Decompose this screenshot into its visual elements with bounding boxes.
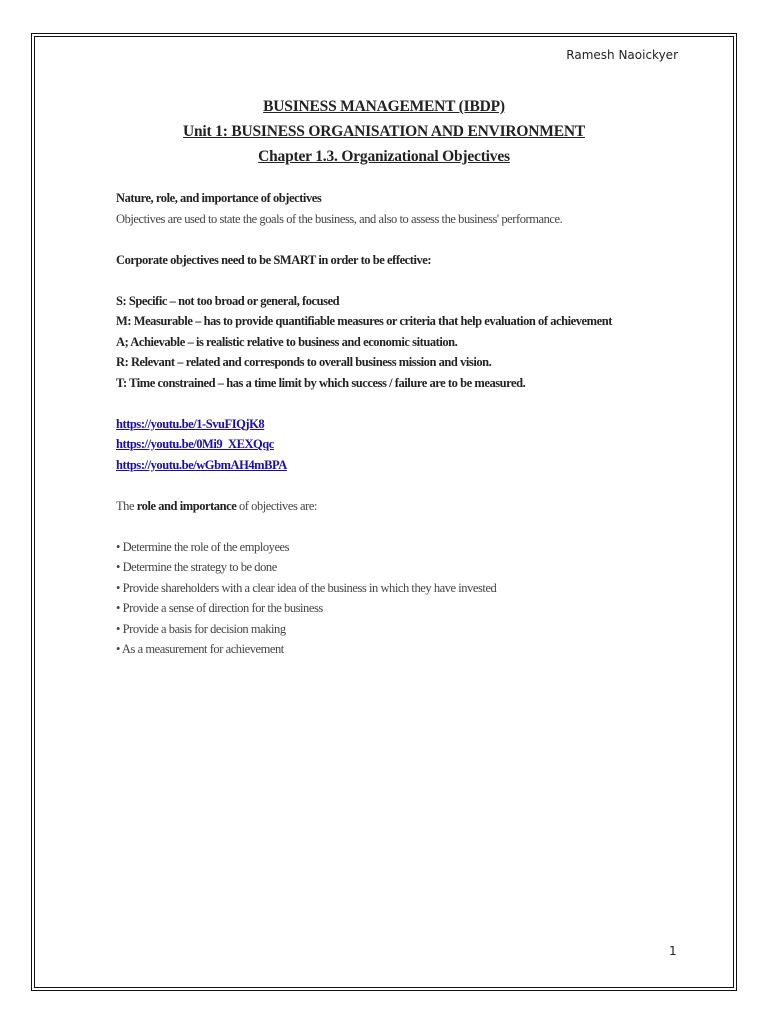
title-block bbox=[0, 94, 768, 169]
section-heading: Nature, role, and importance of objectives bbox=[116, 191, 322, 205]
list-item: • Provide shareholders with a clear idea of the business in which they have invested bbox=[116, 580, 497, 595]
youtube-link[interactable]: https://youtu.be/0Mi9_XEXQqc bbox=[116, 437, 274, 451]
role-intro: The role and importance of objectives are: bbox=[116, 498, 317, 513]
list-item: • Determine the role of the employees bbox=[116, 539, 290, 554]
youtube-link[interactable]: https://youtu.be/wGbmAH4mBPA bbox=[116, 457, 287, 472]
smart-item-r: R: Relevant – related and corresponds to overall business mission and vision. bbox=[116, 355, 492, 369]
section-paragraph: Objectives are used to state the goals of the business, and also to assess the business' performance. bbox=[116, 211, 563, 226]
list-item: • Provide a basis for decision making bbox=[116, 621, 286, 636]
list-item: • Provide a sense of direction for the business bbox=[116, 601, 323, 615]
smart-item-a: A; Achievable – is realistic relative to business and economic situation. bbox=[116, 334, 458, 349]
smart-item-t: T: Time constrained – has a time limit by which success / failure are to be measured. bbox=[116, 375, 526, 390]
youtube-link[interactable]: https://youtu.be/1-SvuFIQjK8 bbox=[116, 416, 265, 431]
course-title: BUSINESS MANAGEMENT (IBDP) bbox=[263, 98, 505, 115]
smart-intro: Corporate objectives need to be SMART in order to be effective: bbox=[116, 252, 432, 267]
chapter-title: Chapter 1.3. Organizational Objectives bbox=[258, 148, 510, 165]
document-body bbox=[116, 188, 716, 660]
smart-item-m: M: Measurable – has to provide quantifiable measures or criteria that help evaluation of achievement bbox=[116, 314, 612, 328]
list-item: • Determine the strategy to be done bbox=[116, 560, 277, 574]
unit-title: Unit 1: BUSINESS ORGANISATION AND ENVIRONMENT bbox=[183, 123, 585, 140]
list-item: • As a measurement for achievement bbox=[116, 642, 284, 656]
smart-item-s: S: Specific – not too broad or general, focused bbox=[116, 293, 340, 308]
page-number: 1 bbox=[669, 944, 677, 958]
author-name: Ramesh Naoickyer bbox=[566, 48, 678, 62]
